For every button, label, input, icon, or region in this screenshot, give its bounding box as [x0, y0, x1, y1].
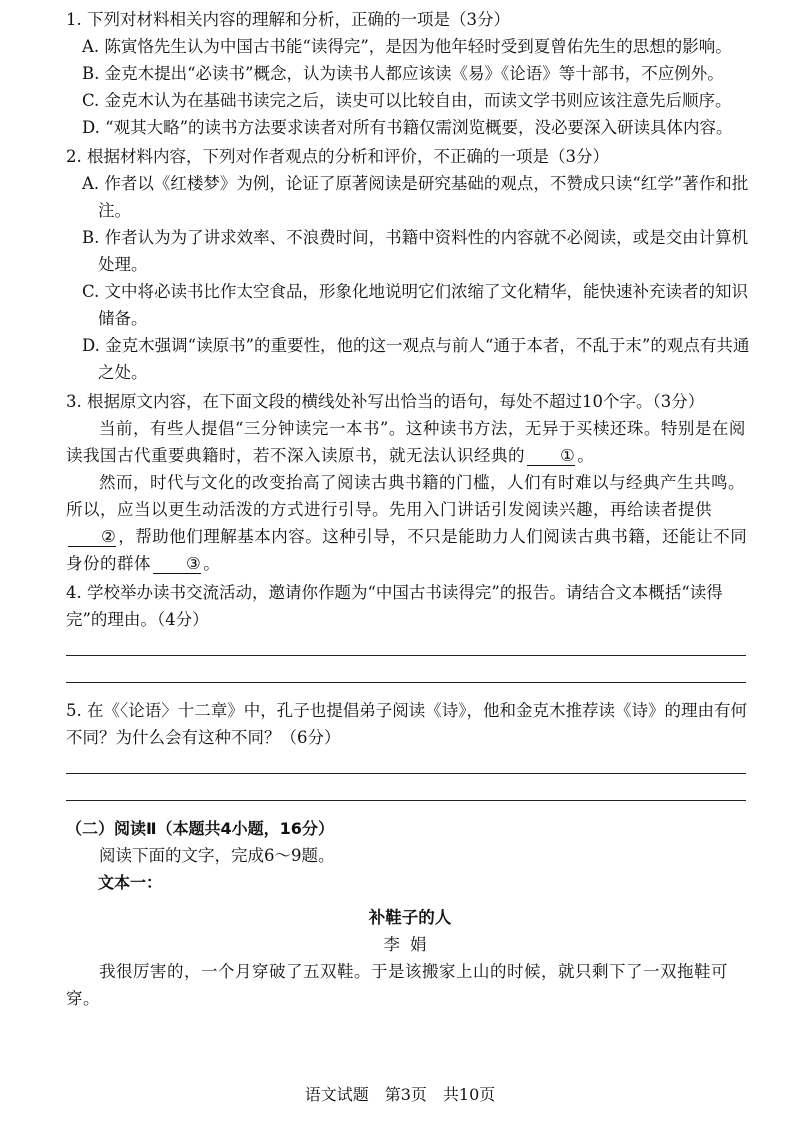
question-3: [66, 388, 754, 577]
question-3-passage-paragraph-1: [66, 415, 754, 469]
question-4-stem: 4. 学校举办读书交流活动，邀请你作题为“中国古书读得完”的报告。请结合文本概括“读得完”的理由。（4分）: [66, 583, 723, 629]
answer-line[interactable]: [66, 655, 746, 656]
question-2-stem: 2. 根据材料内容，下列对作者观点的分析和评价，不正确的一项是（3分）: [66, 147, 609, 166]
question-1-option-b: B. 金克木提出“必读书”概念，认为读书人都应该读《易》《论语》等十部书，不应例外。: [82, 64, 724, 83]
passage-text: 当前，有些人提倡“三分钟读完一本书”。这种读书方法，无异于买椟还珠。特别是在阅读我国古代重要典籍时，若不深入读原书，就无法认识经典的: [66, 419, 746, 465]
question-5: [66, 697, 754, 801]
question-5-stem: 5. 在《〈论语〉十二章》中，孔子也提倡弟子阅读《诗》，他和金克木推荐读《诗》的理由有何不同？为什么会有这种不同？（6分）: [66, 701, 747, 747]
answer-line[interactable]: [66, 800, 746, 801]
passage-text: ，帮助他们理解基本内容。这种引导，不只是能助力人们阅读古典书籍，还能让不同身份的群体: [66, 527, 748, 573]
question-1: [66, 6, 754, 141]
passage-text: 然而，时代与文化的改变抬高了阅读古典书籍的门槛，人们有时难以与经典产生共鸣。所以，应当以更生动活泼的方式进行引导。先用入门讲话引发阅读兴趣，再给读者提供: [66, 473, 745, 519]
question-1-option-a: A. 陈寅恪先生认为中国古书能“读得完”，是因为他年轻时受到夏曾佑先生的思想的影响。: [82, 37, 732, 56]
question-2-option-c: C. 文中将必读书比作太空食品，形象化地说明它们浓缩了文化精华，能快速补充读者的知识储备。: [82, 282, 749, 328]
answer-line[interactable]: [66, 682, 746, 683]
question-4: [66, 579, 754, 683]
section-instruction: 阅读下面的文字，完成6～9题。: [99, 846, 335, 865]
question-1-stem: 1. 下列对材料相关内容的理解和分析，正确的一项是（3分）: [66, 10, 510, 29]
question-2-option-b: B. 作者认为为了讲求效率、不浪费时间，书籍中资料性的内容就不必阅读，或是交由计算机处理。: [82, 228, 749, 274]
question-1-option-d: D. “观其大略”的读书方法要求读者对所有书籍仅需浏览概要，没必要深入研读具体内容。: [82, 118, 733, 137]
fill-blank-2[interactable]: ②: [68, 528, 116, 547]
question-2-option-a: A. 作者以《红楼梦》为例，论证了原著阅读是研究基础的观点，不赞成只读“红学”著作和批注。: [82, 174, 749, 220]
fill-blank-1[interactable]: ①: [527, 447, 575, 466]
question-3-passage-paragraph-2: [66, 469, 754, 577]
article-author: 李娟: [383, 935, 437, 954]
article-title: 补鞋子的人: [368, 908, 452, 927]
question-1-option-c: C. 金克木认为在基础书读完之后，读史可以比较自由，而读文学书则应该注意先后顺序。: [82, 91, 732, 110]
section-heading: （二）阅读Ⅱ（本题共4小题，16分）: [66, 819, 334, 838]
passage-text: 。: [203, 554, 221, 573]
passage-text: 。: [577, 446, 595, 465]
answer-line[interactable]: [66, 773, 746, 774]
page-footer: 语文试题 第3页 共10页: [304, 1085, 496, 1104]
question-2: [66, 143, 754, 386]
fill-blank-3[interactable]: ③: [153, 555, 201, 574]
text-label: 文本一：: [98, 873, 163, 892]
article-body: 我很厉害的，一个月穿破了五双鞋。于是该搬家上山的时候，就只剩下了一双拖鞋可穿。: [66, 962, 728, 1008]
question-3-stem: 3. 根据原文内容，在下面文段的横线处补写出恰当的语句，每处不超过10个字。（3分）: [66, 392, 705, 411]
question-2-option-d: D. 金克木强调“读原书”的重要性，他的这一观点与前人“通于本者，不乱于末”的观点有共通之处。: [82, 336, 750, 382]
